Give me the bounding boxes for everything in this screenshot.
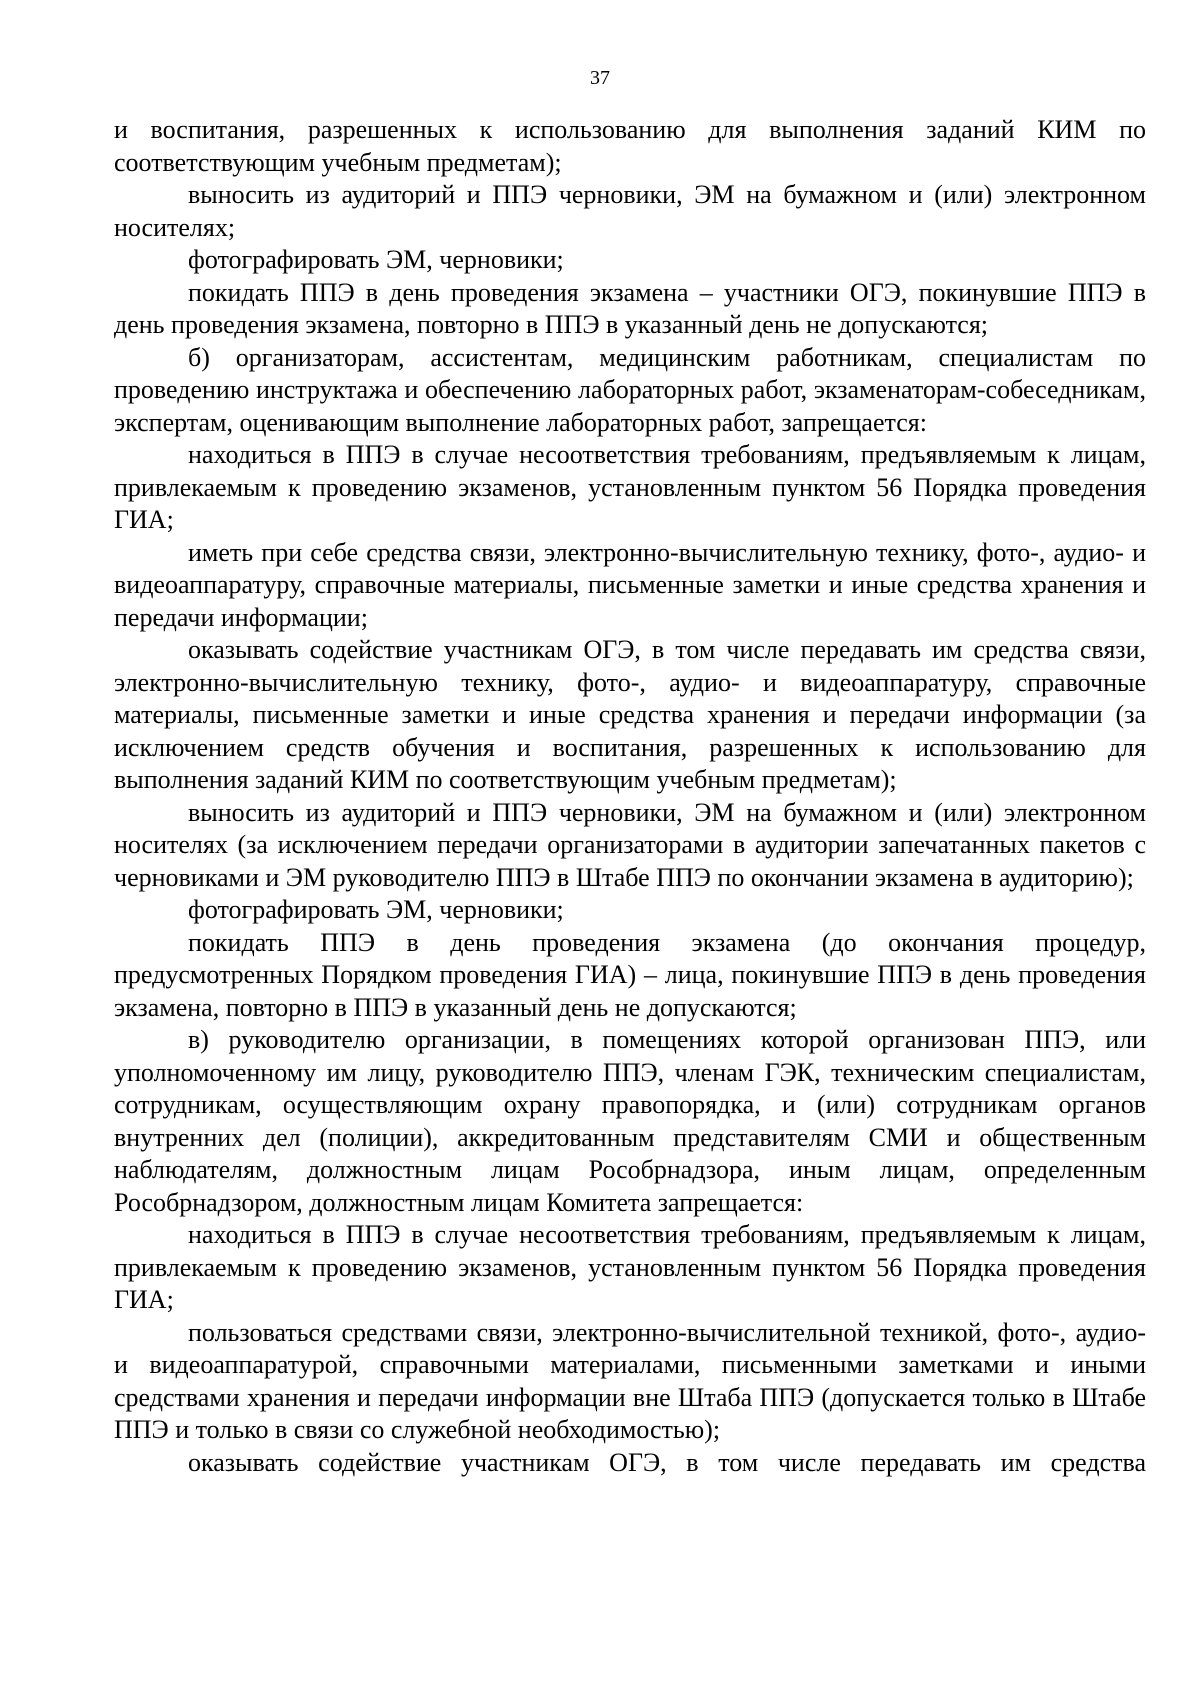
- paragraph: пользоваться средствами связи, электронно-вычислительной техникой, фото-, аудио- и видеоаппаратурой, справочными материалами, письменными заметками и иными средствами хранения и передачи информации вне Штаба ППЭ (допускается только в Штабе ППЭ и только в связи со служебной необходимостью);: [114, 1317, 1146, 1444]
- paragraph: б) организаторам, ассистентам, медицинским работникам, специалистам по проведению инструктажа и обеспечению лабораторных работ, экзаменаторам-собеседникам, экспертам, оценивающим выполнение лабораторных работ, запрещается:: [114, 342, 1146, 437]
- page-number: 37: [590, 67, 610, 89]
- paragraph: оказывать содействие участникам ОГЭ, в том числе передавать им средства связи, электронно-вычислительную технику, фото-, аудио- и видеоаппаратуру, справочные материалы, письменные заметки и иные средства хранения и передачи информации (за исключением средств обучения и воспитания, разрешенных к использованию для выполнения заданий КИМ по соответствующим учебным предметам);: [114, 635, 1146, 794]
- paragraph: находиться в ППЭ в случае несоответствия требованиям, предъявляемым к лицам, привлекаемым к проведению экзаменов, установленным пунктом 56 Порядка проведения ГИА;: [114, 1220, 1146, 1314]
- paragraph: выносить из аудиторий и ППЭ черновики, ЭМ на бумажном и (или) электронном носителях (за исключением передачи организаторами в аудитории запечатанных пакетов с черновиками и ЭМ руководителю ППЭ в Штабе ППЭ по окончании экзамена в аудиторию);: [114, 797, 1146, 892]
- paragraph: покидать ППЭ в день проведения экзамена – участники ОГЭ, покинувшие ППЭ в день проведения экзамена, повторно в ППЭ в указанный день не допускаются;: [114, 277, 1146, 339]
- paragraph: в) руководителю организации, в помещениях которой организован ППЭ, или уполномоченному им лицу, руководителю ППЭ, членам ГЭК, техническим специалистам, сотрудникам, осуществляющим охрану правопорядка, и (или) сотрудникам органов внутренних дел (полиции), аккредитованным представителям СМИ и общественным наблюдателям, должностным лицам Рособрнадзора, иным лицам, определенным Рособрнадзором, должностным лицам Комитета запрещается:: [114, 1025, 1146, 1217]
- paragraph: и воспитания, разрешенных к использованию для выполнения заданий КИМ по соответствующим учебным предметам);: [114, 115, 1146, 177]
- paragraph: фотографировать ЭМ, черновики;: [188, 895, 564, 924]
- paragraph: находиться в ППЭ в случае несоответствия требованиям, предъявляемым к лицам, привлекаемым к проведению экзаменов, установленным пунктом 56 Порядка проведения ГИА;: [114, 440, 1146, 534]
- paragraph: иметь при себе средства связи, электронно-вычислительную технику, фото-, аудио- и видеоаппаратуру, справочные материалы, письменные заметки и иные средства хранения и передачи информации;: [114, 537, 1146, 632]
- paragraph: оказывать содействие участникам ОГЭ, в том числе передавать им средства: [188, 1447, 1146, 1477]
- paragraph: фотографировать ЭМ, черновики;: [188, 245, 564, 274]
- document-body: [114, 114, 1146, 1479]
- paragraph: выносить из аудиторий и ППЭ черновики, ЭМ на бумажном и (или) электронном носителях;: [114, 180, 1146, 242]
- paragraph: покидать ППЭ в день проведения экзамена (до окончания процедур, предусмотренных Порядком проведения ГИА) – лица, покинувшие ППЭ в день проведения экзамена, повторно в ППЭ в указанный день не допускаются;: [114, 927, 1146, 1022]
